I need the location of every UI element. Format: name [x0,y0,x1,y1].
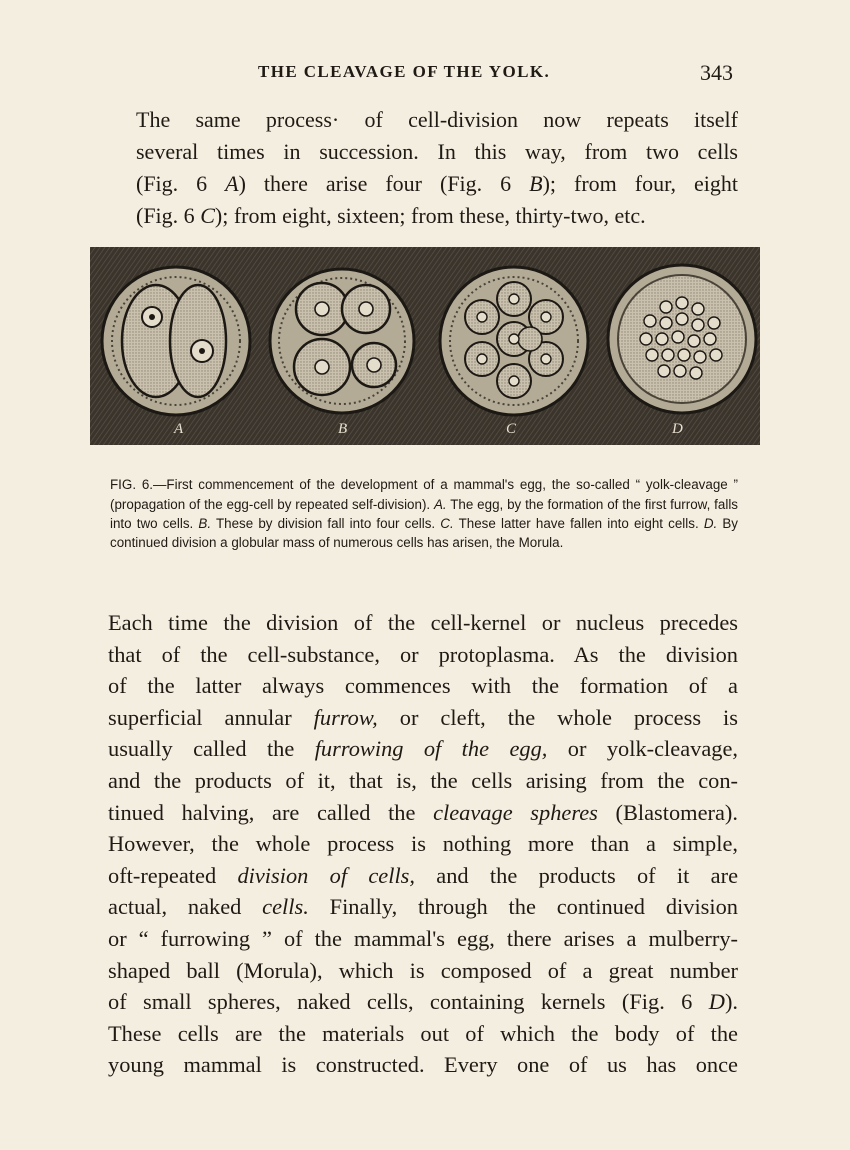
text-line: (Fig. 6 C); from eight, sixteen; from these, thirty-two, etc. [136,203,646,228]
text-line: These cells are the materials out of which the body of the [108,1020,738,1046]
figure-label-a: A [174,421,184,437]
figure-label-c: C [506,421,517,437]
text-line: The same process· of cell-division now repeats itself [136,107,738,132]
page-header [0,60,850,90]
figure-6-plate [90,247,760,445]
egg-a [102,267,250,415]
paragraph-1 [108,104,738,232]
caption-label-c: C. [440,515,454,531]
caption-label-d: D. [703,515,718,531]
text-line: Each time the division of the cell-kernel or nucleus precedes [108,610,738,635]
text-line: tinued halving, are called the cleavage spheres (Blastomera). [108,799,738,825]
paragraph-2 [108,607,738,1081]
egg-b [270,269,414,413]
text-line: young mammal is constructed. Every one of us has once [108,1052,738,1078]
cleavage-illustration [90,247,760,445]
text-line: of the latter always commences with the formation of a [108,673,738,699]
text-line: However, the whole process is nothing more than a simple, [108,831,738,857]
text-line: usually called the furrowing of the egg, or yolk-cleavage, [108,736,738,762]
caption-fig-label: FIG. 6. [110,477,154,493]
text-line: shaped ball (Morula), which is composed of a great number [108,957,738,983]
text-line: of small spheres, naked cells, containing kernels (Fig. 6 D). [108,989,738,1015]
text-line: and the products of it, that is, the cells arising from the con- [108,767,738,793]
egg-d-morula [608,265,756,413]
text-line: or “ furrowing ” of the mammal's egg, there arises a mulberry- [108,925,738,951]
text-line: that of the cell-substance, or protoplasma. As the division [108,641,738,667]
text-line: oft-repeated division of cells, and the products of it are [108,862,739,888]
caption-label-b: B. [198,515,212,531]
text-line: actual, naked cells. Finally, through the continued division [108,894,738,920]
figure-caption: FIG. 6.—First commencement of the development of a mammal's egg, the so-called “ yolk-cleavage ” (propagation of the egg-cell by repeated self-division). A. The egg, by the formation of the first furrow, falls into two cells. B. These by division fall into four cells. C. These latter have fallen into eight cells. D. By continued division a globular mass of numerous cells has arisen, the Morula. [110,477,738,551]
text-line: superficial annular furrow, or cleft, the whole process is [108,704,738,730]
text-line: (Fig. 6 A) there arise four (Fig. 6 B); from four, eight [136,171,738,196]
caption-label-a: A. [433,496,447,512]
egg-c [440,267,588,415]
page-number: 343 [700,60,733,85]
text-line: several times in succession. In this way, from two cells [136,139,738,164]
figure-label-b: B [338,421,348,437]
figure-label-d: D [672,421,683,437]
running-head: THE CLEAVAGE OF THE YOLK. [258,62,551,81]
